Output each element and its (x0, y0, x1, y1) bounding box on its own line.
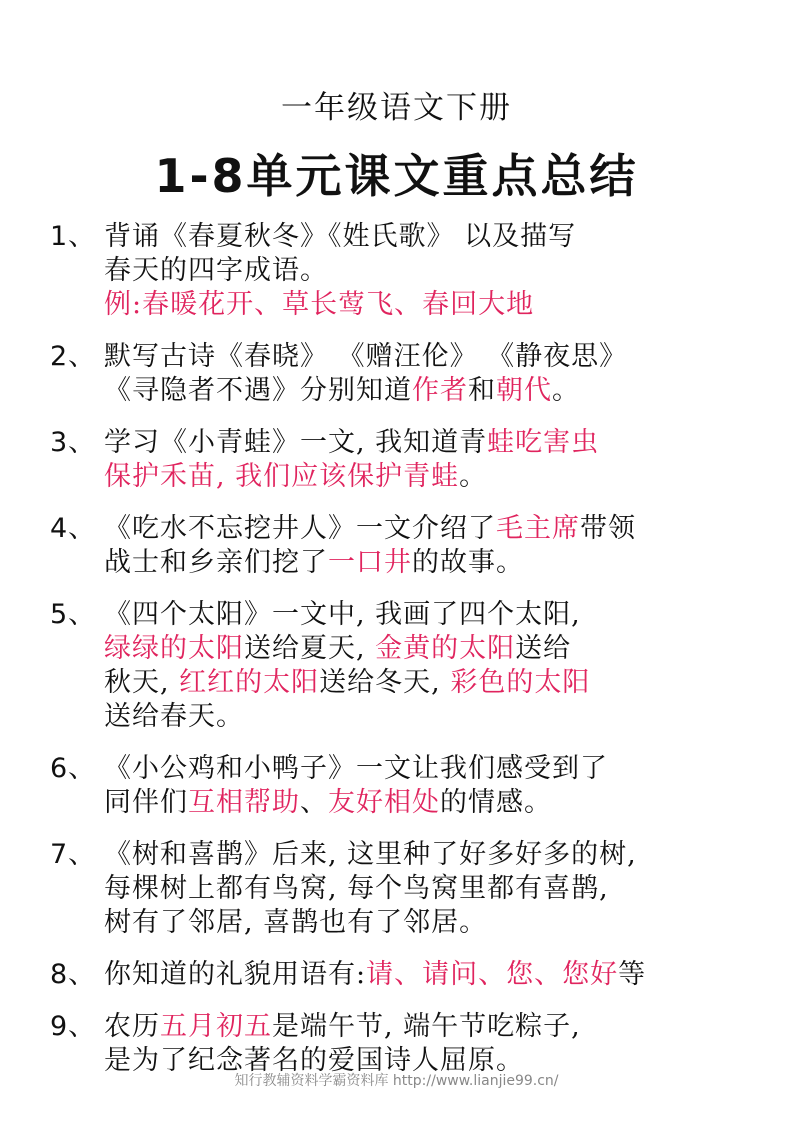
body-text: 的情感。 (440, 787, 552, 818)
body-text: 默写古诗《春晓》 《赠汪伦》 《静夜思》 (104, 341, 628, 372)
highlight-text: 互相帮助 (188, 787, 300, 818)
list-item (50, 598, 760, 734)
body-text: 送给冬天, (319, 667, 451, 698)
item-number: 2、 (50, 341, 97, 372)
body-text: 春天的四字成语。 (104, 255, 328, 286)
body-text: 树有了邻居, 喜鹊也有了邻居。 (104, 907, 488, 938)
page-subtitle: 一年级语文下册 (281, 90, 512, 126)
body-text: 《树和喜鹊》后来, 这里种了好多好多的树, (104, 839, 637, 870)
body-text: 和 (468, 375, 496, 406)
item-line (104, 838, 760, 872)
body-text: 背诵《春夏秋冬》《姓氏歌》 以及描写 (104, 221, 577, 252)
item-number: 4、 (50, 513, 97, 544)
body-text: 的故事。 (412, 547, 524, 578)
body-text: 带领 (580, 513, 636, 544)
item-line (104, 546, 760, 580)
body-text: 你知道的礼貌用语有: (104, 959, 367, 990)
item-line (104, 460, 760, 494)
highlight-text: 作者 (412, 375, 468, 406)
item-line (104, 872, 760, 906)
list-item (50, 220, 760, 322)
item-line (104, 1010, 760, 1044)
item-line (104, 426, 760, 460)
body-text: 学习《小青蛙》一文, 我知道青 (104, 427, 488, 458)
list-item (50, 426, 760, 494)
item-line (104, 220, 760, 254)
highlight-text: 蛙吃害虫 (487, 427, 600, 458)
item-number: 3、 (50, 427, 97, 458)
item-number: 1、 (50, 221, 97, 252)
body-text: 送给夏天, (244, 633, 376, 664)
highlight-text: 五月初五 (160, 1011, 272, 1042)
body-text: 战士和乡亲们挖了 (104, 547, 328, 578)
item-number: 5、 (50, 599, 97, 630)
item-line (104, 598, 760, 632)
list-item (50, 340, 760, 408)
body-text: 。 (459, 461, 488, 492)
item-line (104, 906, 760, 940)
body-text: 是端午节, 端午节吃粽子, (272, 1011, 581, 1042)
body-text: 农历 (104, 1011, 160, 1042)
body-text: 《吃水不忘挖井人》一文介绍了 (104, 513, 496, 544)
item-line (104, 700, 760, 734)
highlight-text: 友好相处 (328, 787, 440, 818)
item-line (104, 786, 760, 820)
item-number: 9、 (50, 1011, 97, 1042)
item-line (104, 632, 760, 666)
highlight-text: 金黄的太阳 (375, 633, 516, 664)
page-title: 1-8单元课文重点总结 (154, 149, 639, 203)
body-text: 《小公鸡和小鸭子》一文让我们感受到了 (104, 753, 608, 784)
item-line (104, 340, 760, 374)
list-item (50, 838, 760, 940)
highlight-text: 毛主席 (496, 513, 580, 544)
item-number: 8、 (50, 959, 97, 990)
highlight-text: 彩色的太阳 (450, 667, 591, 698)
body-text: 是为了纪念著名的爱国诗人屈原。 (104, 1045, 524, 1076)
item-line (104, 374, 760, 408)
body-text: 同伴们 (104, 787, 188, 818)
highlight-text: 请、请问、您、您好 (366, 959, 619, 990)
body-text: 、 (300, 787, 328, 818)
list-item (50, 1010, 760, 1078)
highlight-text: 一口井 (328, 547, 412, 578)
item-number: 7、 (50, 839, 97, 870)
item-line (104, 666, 760, 700)
body-text: 每棵树上都有鸟窝, 每个鸟窝里都有喜鹊, (104, 873, 609, 904)
summary-list (50, 220, 760, 1096)
body-text: 送给春天。 (104, 701, 244, 732)
highlight-text: 例:春暖花开、草长莺飞、春回大地 (104, 289, 535, 320)
item-line (104, 512, 760, 546)
item-line (104, 752, 760, 786)
item-line (104, 958, 760, 992)
body-text: 《寻隐者不遇》分别知道 (104, 375, 412, 406)
highlight-text: 绿绿的太阳 (104, 633, 244, 664)
highlight-text: 朝代 (496, 375, 552, 406)
body-text: 秋天, (104, 667, 180, 698)
body-text: 送给 (515, 633, 572, 664)
item-line (104, 288, 760, 322)
footer-watermark: 知行教辅资料学霸资料库 http://www.lianjie99.cn/ (234, 1073, 559, 1089)
highlight-text: 保护禾苗, 我们应该保护青蛙 (104, 461, 460, 492)
list-item (50, 958, 760, 992)
item-line (104, 254, 760, 288)
item-number: 6、 (50, 753, 97, 784)
body-text: 。 (552, 375, 580, 406)
list-item (50, 512, 760, 580)
highlight-text: 红红的太阳 (179, 667, 320, 698)
body-text: 《四个太阳》一文中, 我画了四个太阳, (104, 599, 581, 630)
list-item (50, 752, 760, 820)
body-text: 等 (618, 959, 647, 990)
